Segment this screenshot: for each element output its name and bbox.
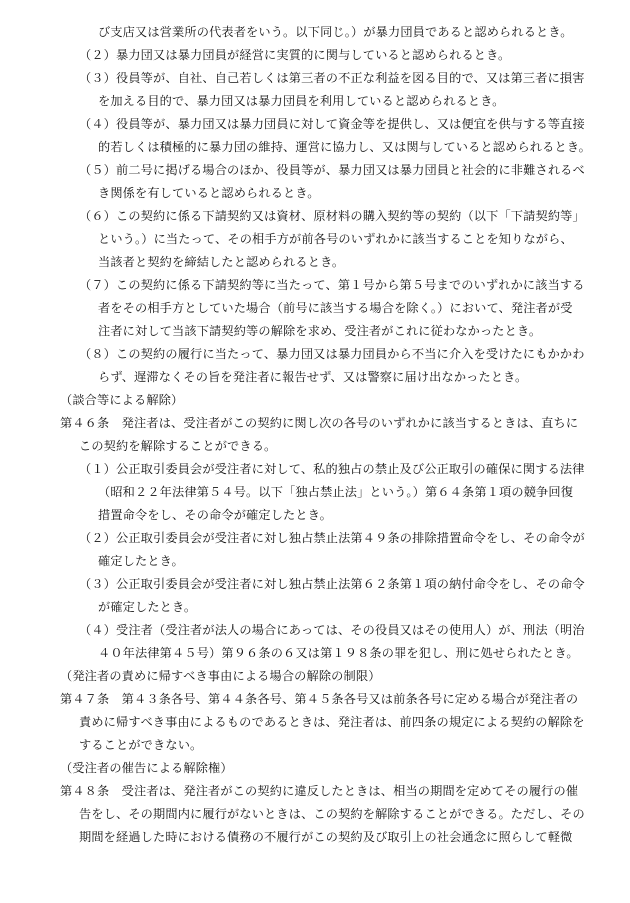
- text-line: という。）に当たって、その相手方が前各号のいずれかに該当することを知りながら、: [98, 232, 573, 246]
- text-line: び支店又は営業所の代表者をいう。以下同じ。）が暴力団員であると認められるとき。: [98, 25, 573, 39]
- text-line: （３）役員等が、自社、自己若しくは第三者の不正な利益を図る目的で、又は第三者に損害: [79, 71, 585, 85]
- text-line: 措置命令をし、その命令が確定したとき。: [98, 508, 332, 522]
- text-line: 責めに帰すべき事由によるものであるときは、発注者は、前四条の規定による契約の解除を: [79, 715, 585, 729]
- section-heading: （発注者の責めに帰すべき事由による場合の解除の制限）: [60, 669, 381, 683]
- text-line: 告をし、その期間内に履行がないときは、この契約を解除することができる。ただし、その: [79, 807, 585, 821]
- text-line: （１）公正取引委員会が受注者に対して、私的独占の禁止及び公正取引の確保に関する法律: [79, 462, 585, 476]
- text-line: （４）受注者（受注者が法人の場合にあっては、その役員又はその使用人）が、刑法（明治: [79, 623, 585, 637]
- text-line: らず、遅滞なくその旨を発注者に報告せず、又は警察に届け出なかったとき。: [98, 370, 528, 384]
- text-line: （２）暴力団又は暴力団員が経営に実質的に関与していると認められるとき。: [79, 48, 511, 62]
- text-line: （３）公正取引委員会が受注者に対し独占禁止法第６２条第１項の納付命令をし、その命令: [79, 577, 585, 591]
- text-line: 者をその相手方としていた場合（前号に該当する場合を除く。）において、発注者が受: [98, 301, 573, 315]
- section-heading: （受注者の催告による解除権）: [60, 761, 233, 775]
- article-text: 第４６条 発注者は、受注者がこの契約に関し次の各号のいずれかに該当するときは、直ちに: [60, 416, 579, 430]
- text-line: が確定したとき。: [98, 600, 197, 614]
- text-line: （２）公正取引委員会が受注者に対し独占禁止法第４９条の排除措置命令をし、その命令が: [79, 531, 585, 545]
- text-line: することができない。: [79, 738, 203, 752]
- text-line: （７）この契約に係る下請契約等に当たって、第１号から第５号までのいずれかに該当する: [79, 278, 585, 292]
- text-line: （昭和２２年法律第５４号。以下「独占禁止法」という。）第６４条第１項の競争回復: [98, 485, 574, 499]
- text-line: （８）この契約の履行に当たって、暴力団又は暴力団員から不当に介入を受けたにもかかわ: [79, 347, 585, 361]
- text-line: き関係を有していると認められるとき。: [98, 186, 320, 200]
- text-line: （６）この契約に係る下請契約又は資材、原材料の購入契約等の契約（以下「下請契約等」: [79, 209, 585, 223]
- text-line: 確定したとき。: [98, 554, 184, 568]
- text-line: 的若しくは積極的に暴力団の維持、運営に協力し、又は関与していると認められるとき。: [98, 140, 592, 154]
- text-line: 期間を経過した時における債務の不履行がこの契約及び取引上の社会通念に照らして軽微: [79, 830, 573, 844]
- article-text: 第４８条 受注者は、発注者がこの契約に違反したときは、相当の期間を定めてその履行の催: [60, 784, 579, 798]
- text-line: 注者に対して当該下請契約等の解除を求め、受注者がこれに従わなかったとき。: [98, 324, 542, 338]
- section-heading: （談合等による解除）: [60, 393, 184, 407]
- text-line: 当該者と契約を締結したと認められるとき。: [98, 255, 345, 269]
- text-line: （５）前二号に掲げる場合のほか、役員等が、暴力団又は暴力団員と社会的に非難されるべ: [79, 163, 585, 177]
- article-text: 第４７条 第４３条各号、第４４条各号、第４５条各号又は前条各号に定める場合が発注者の: [60, 692, 579, 706]
- text-line: （４）役員等が、暴力団又は暴力団員に対して資金等を提供し、又は便宜を供与する等直接: [79, 117, 585, 131]
- text-line: を加える目的で、暴力団又は暴力団員を利用していると認められるとき。: [98, 94, 505, 108]
- text-line: この契約を解除することができる。: [79, 439, 277, 453]
- text-line: ４０年法律第４５号）第９６条の６又は第１９８条の罪を犯し、刑に処せられたとき。: [98, 646, 579, 660]
